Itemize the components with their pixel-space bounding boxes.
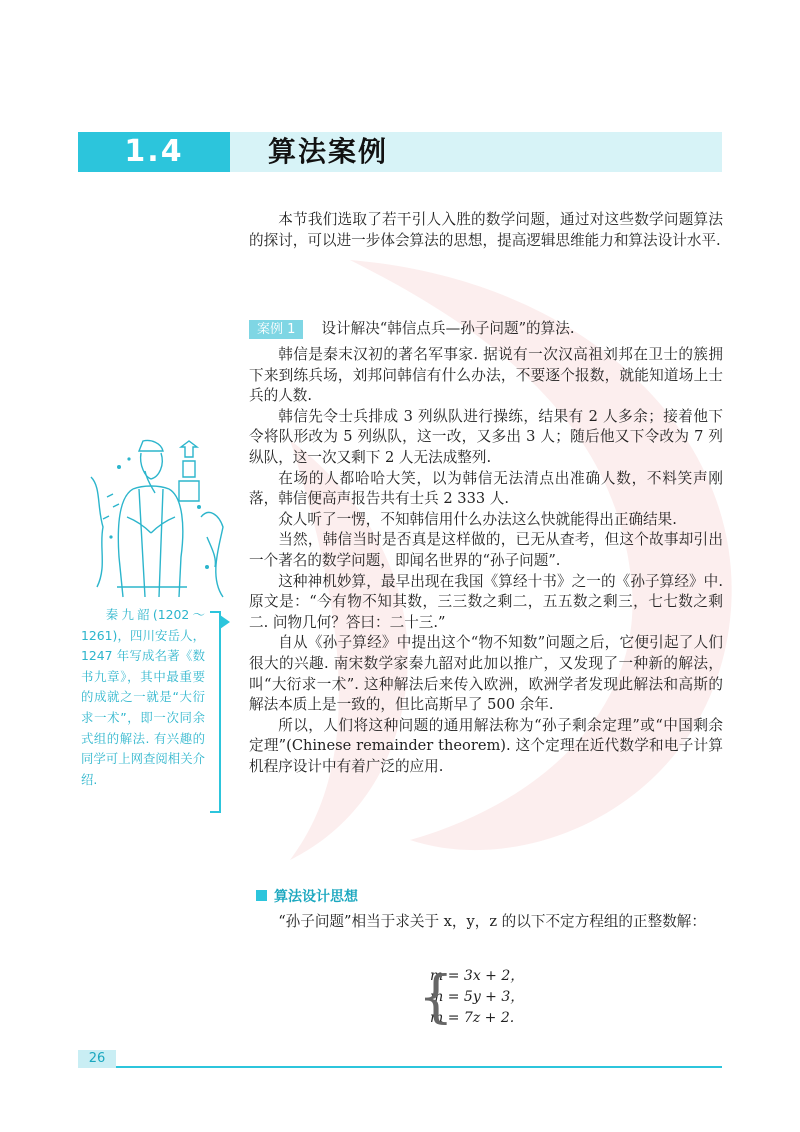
- paragraph: 韩信是秦末汉初的著名军事家. 据说有一次汉高祖刘邦在卫士的簇拥下来到练兵场，刘邦问韩信有什么办法，不要逐个报数，就能知道场上士兵的人数.: [249, 346, 723, 405]
- square-bullet-icon: [256, 890, 267, 901]
- paragraph: 当然，韩信当时是否真是这样做的，已无从查考，但这个故事却引出一个著名的数学问题，即闻名世界的“孙子问题”.: [249, 531, 723, 569]
- side-note: 秦九韶(1202～1261)，四川安岳人，1247 年写成名著《数书九章》，其中最重要的成就之一就是“大衍求一术”，即一次同余式组的解法. 有兴趣的同学可上网查阅相关介绍.: [81, 607, 205, 787]
- equation: m = 5y + 3，: [430, 989, 525, 1005]
- paragraph: 所以，人们将这种问题的通用解法称为“孙子剩余定理”或“中国剩余定理”(Chinese remainder theorem). 这个定理在近代数学和电子计算机程序设计中有着广泛的应用.: [249, 716, 723, 775]
- section-title: 算法案例: [268, 135, 389, 168]
- case-title: 设计解决“韩信点兵—孙子问题”的算法.: [321, 320, 575, 337]
- paragraph: 众人听了一愣，不知韩信用什么办法这么快就能得出正确结果.: [278, 510, 677, 528]
- intro-paragraph: 本节我们选取了若干引人入胜的数学问题，通过对这些数学问题算法的探讨，可以进一步体会算法的思想，提高逻辑思维能力和算法设计水平.: [249, 211, 723, 249]
- algorithm-idea-label: 算法设计思想: [274, 889, 358, 905]
- paragraph: 这种神机妙算，最早出现在我国《算经十书》之一的《孙子算经》中. 原文是：“今有物不知其数，三三数之剩二，五五数之剩三，七七数之剩二. 问物几何？答曰：二十三.”: [249, 572, 723, 631]
- intro-block: [249, 210, 723, 251]
- algorithm-idea-heading: [256, 887, 358, 907]
- page-number: 26: [78, 1050, 116, 1068]
- case-body: [249, 345, 723, 777]
- section-number: 1.4: [124, 134, 184, 169]
- case-badge: 案例 1: [249, 320, 303, 339]
- algorithm-idea-block: [249, 912, 723, 933]
- case-heading: [249, 319, 723, 339]
- left-brace-icon: {: [418, 965, 454, 1030]
- paragraph: 韩信先令士兵排成 3 列纵队进行操练，结果有 2 人多余；接着他下令将队形改为 5 列纵队，这一改，又多出 3 人；随后他又下令改为 7 列纵队，这一次又剩下 2 人无法成整列.: [249, 407, 723, 466]
- side-note-arrow-icon: [220, 615, 230, 629]
- algorithm-idea-text: “孙子问题”相当于求关于 x，y，z 的以下不定方程组的正整数解：: [278, 913, 706, 930]
- qin-jiushao-portrait: [89, 437, 227, 599]
- equation-system: [418, 965, 525, 1030]
- paragraph: 在场的人都哈哈大笑，以为韩信无法清点出准确人数，不料笑声刚落，韩信便高声报告共有士兵 2 333 人.: [249, 469, 723, 508]
- side-note-bracket: [210, 611, 221, 813]
- equation: m = 7z + 2.: [430, 1010, 515, 1026]
- footer-rule: [78, 1066, 722, 1068]
- equation: m = 3x + 2，: [430, 968, 525, 984]
- paragraph: 自从《孙子算经》中提出这个“物不知数”问题之后，它便引起了人们很大的兴趣. 南宋数学家秦九韶对此加以推广，又发现了一种新的解法，叫“大衍求一术”. 这种解法后来传入欧洲，欧洲学者发现此解法和高斯的解法本质上是一致的，但比高斯早了 500 余年.: [249, 634, 723, 714]
